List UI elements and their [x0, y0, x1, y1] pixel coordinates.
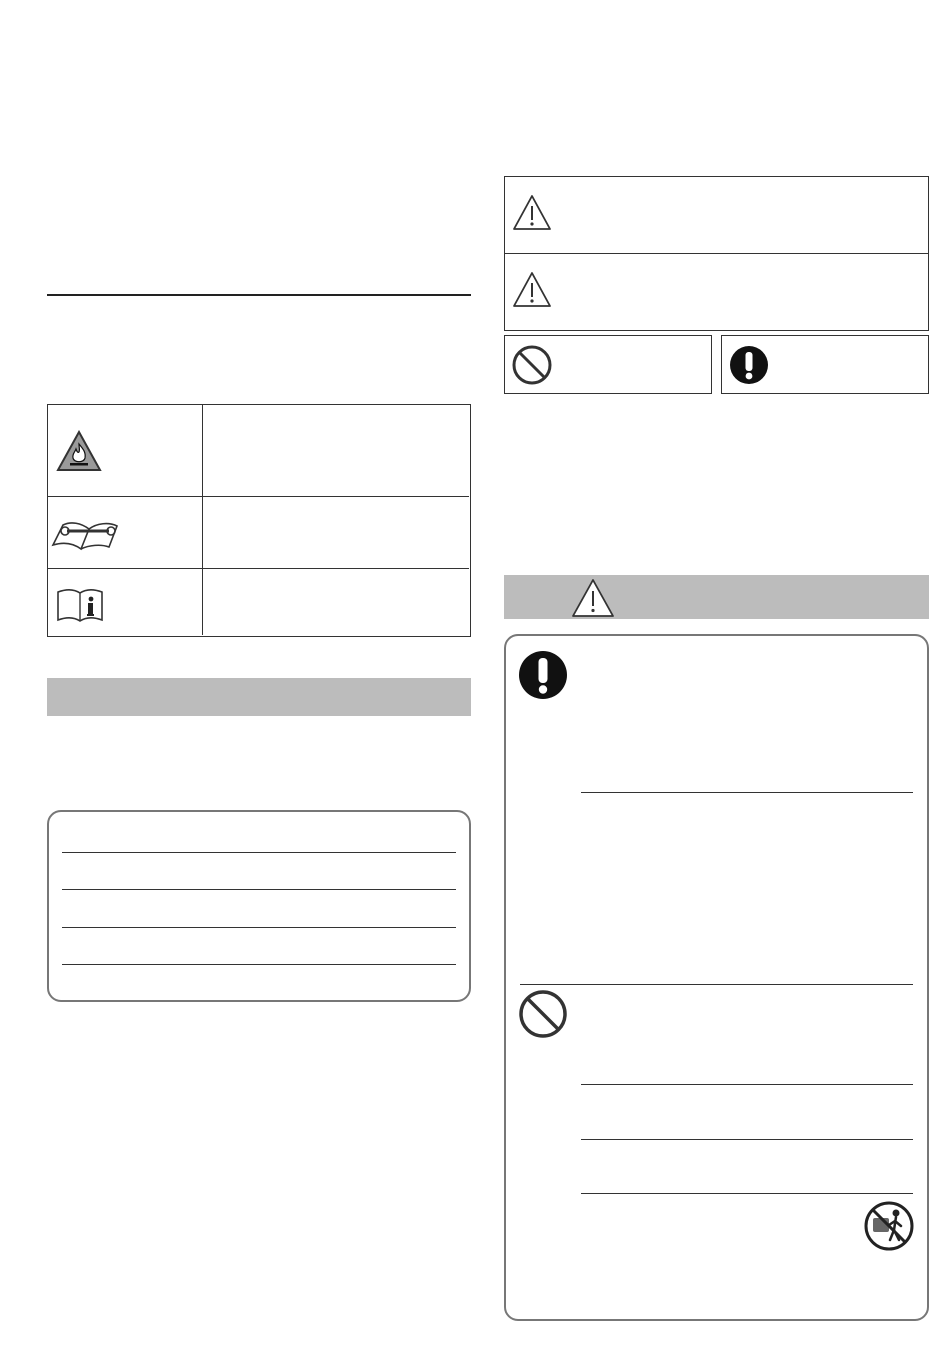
no-climbing-icon [863, 1200, 915, 1252]
prohibited-legend-box [504, 335, 712, 394]
symbols-table [47, 404, 471, 637]
section-separator [520, 984, 913, 985]
service-manual-icon [51, 517, 133, 551]
safety-instructions-panel [504, 634, 929, 1321]
notes-box [47, 810, 471, 1002]
table-row-divider [48, 496, 469, 497]
caution-triangle-icon [511, 270, 553, 310]
warning-triangle-icon [511, 193, 553, 233]
flammable-warning-icon [56, 430, 102, 472]
notes-line [62, 852, 456, 853]
panel-divider [581, 792, 913, 793]
warning-triangle-icon [571, 578, 615, 618]
notes-line [62, 964, 456, 965]
warning-header-bar [504, 575, 929, 619]
panel-divider [581, 1084, 913, 1085]
panel-divider [581, 1139, 913, 1140]
mandatory-icon [517, 649, 569, 701]
prohibited-icon [517, 988, 569, 1040]
caution-box [504, 253, 929, 331]
table-row-divider [48, 568, 469, 569]
mandatory-icon [728, 344, 770, 386]
mandatory-legend-box [721, 335, 929, 394]
top-rule [47, 294, 471, 296]
warning-box [504, 176, 929, 254]
notes-line [62, 889, 456, 890]
prohibited-icon [511, 344, 553, 386]
panel-divider [581, 1193, 913, 1194]
operating-manual-icon [56, 586, 104, 624]
notes-line [62, 927, 456, 928]
section-header-bar [47, 678, 471, 716]
table-column-divider [202, 405, 203, 635]
